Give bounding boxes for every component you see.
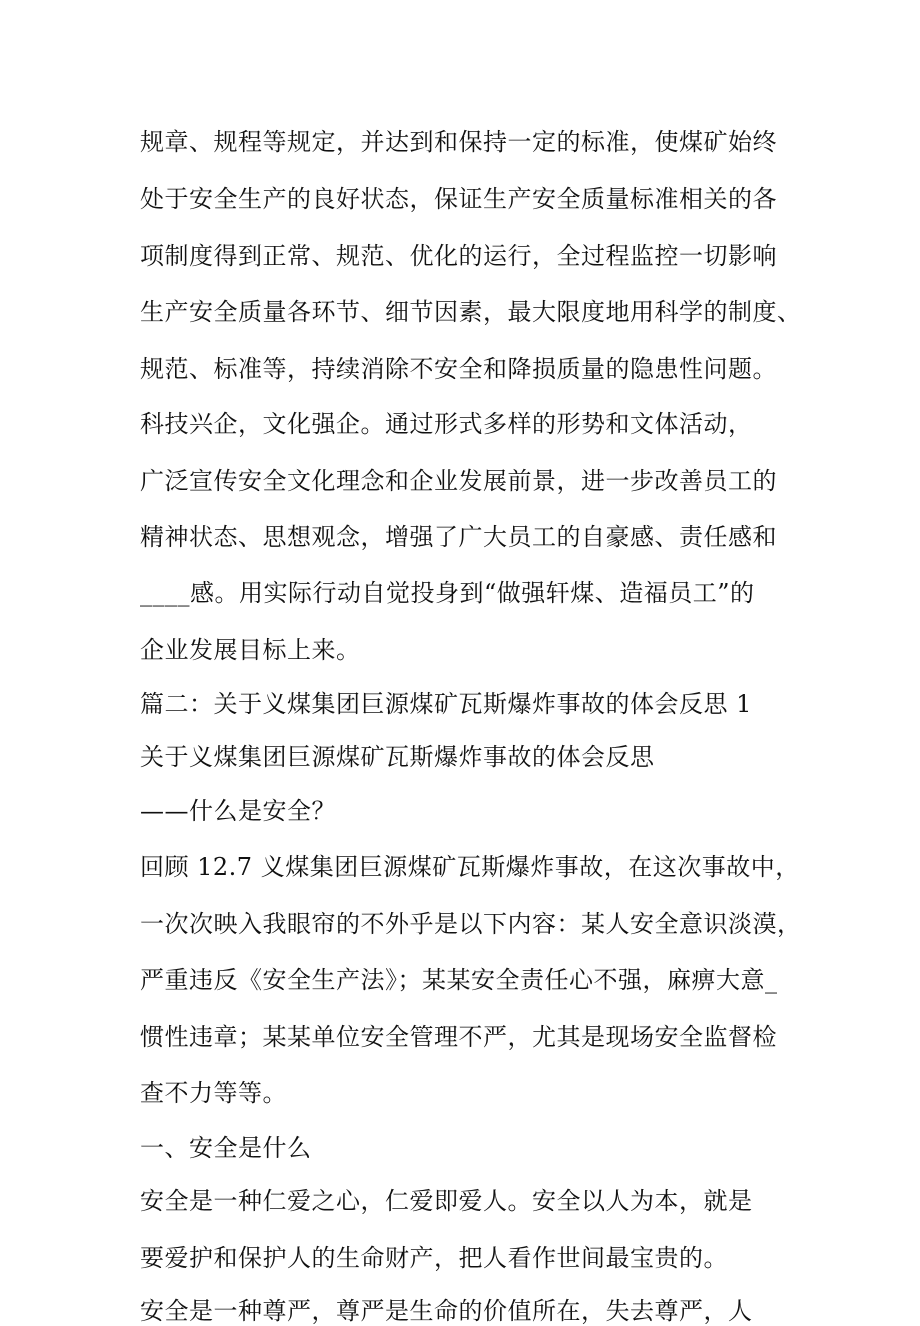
text-line: 处于安全生产的良好状态，保证生产安全质量标准相关的各 [140,185,777,213]
section-heading: 篇二：关于义煤集团巨源煤矿瓦斯爆炸事故的体会反思 1 [140,690,752,718]
text-line: 严重违反《安全生产法》；某某安全责任心不强，麻痹大意_ [140,966,778,994]
text-line: 安全是一种仁爱之心，仁爱即爱人。安全以人为本，就是 [140,1187,753,1215]
text-line: 精神状态、思想观念，增强了广大员工的自豪感、责任感和 [140,523,777,551]
text-line: 科技兴企，文化强企。通过形式多样的形势和文体活动， [140,410,753,438]
article-subtitle: ——什么是安全？ [140,797,336,825]
text-line: ____感。用实际行动自觉投身到“做强轩煤、造福员工”的 [140,579,755,607]
text-line: 一次次映入我眼帘的不外乎是以下内容：某人安全意识淡漠， [140,910,802,938]
text-line: 项制度得到正常、规范、优化的运行，全过程监控一切影响 [140,242,777,270]
text-line: 企业发展目标上来。 [140,636,361,664]
section-heading: 一、安全是什么 [140,1134,312,1162]
text-line: 查不力等等。 [140,1079,287,1107]
text-line: 生产安全质量各环节、细节因素，最大限度地用科学的制度、 [140,298,802,326]
text-line: 广泛宣传安全文化理念和企业发展前景，进一步改善员工的 [140,467,777,495]
text-line: 惯性违章；某某单位安全管理不严，尤其是现场安全监督检 [140,1023,777,1051]
text-line: 要爱护和保护人的生命财产，把人看作世间最宝贵的。 [140,1244,728,1272]
article-title: 关于义煤集团巨源煤矿瓦斯爆炸事故的体会反思 [140,743,655,771]
text-line: 规范、标准等，持续消除不安全和降损质量的隐患性问题。 [140,355,777,383]
text-line: 规章、规程等规定，并达到和保持一定的标准，使煤矿始终 [140,128,777,156]
text-line: 回顾 12.7 义煤集团巨源煤矿瓦斯爆炸事故，在这次事故中， [140,853,800,881]
text-line: 安全是一种尊严，尊严是生命的价值所在，失去尊严，人 [140,1297,753,1325]
